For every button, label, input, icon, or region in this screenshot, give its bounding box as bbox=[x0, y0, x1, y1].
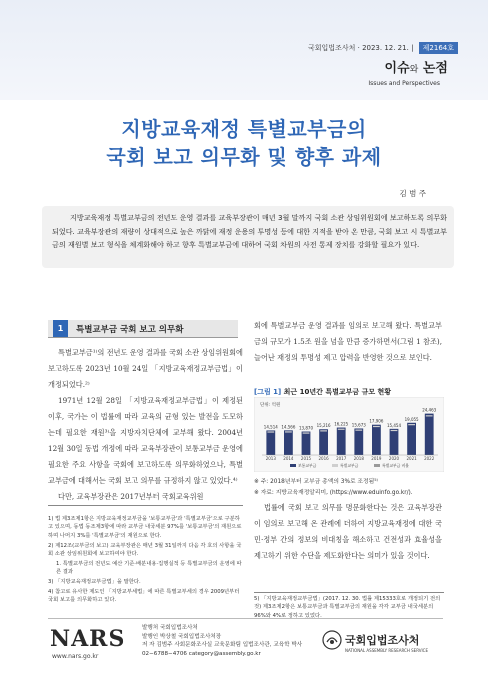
bar-2022 bbox=[425, 414, 434, 455]
section-title: 특별교부금 국회 보고 의무화 bbox=[76, 325, 184, 335]
chart-unit-label: 단위: 억원 bbox=[260, 403, 281, 408]
data-label-2014: 14,566 bbox=[281, 424, 296, 430]
author-name: 김 범 주 bbox=[399, 189, 426, 198]
bar-2014 bbox=[284, 430, 293, 455]
paragraph-4: 법률에 국회 보고 의무를 명문화한다는 것은 교육부장관이 임의로 보고해 온 관례에 더하여 지방교육재정에 대한 국민·정부 간의 정보의 비대칭을 해소하고 건전성과 효율성을 제고하기 위한 수단을 제도화한다는 의미가 있을 것이다. bbox=[254, 503, 442, 560]
x-tick-2017: 2017 bbox=[336, 456, 347, 461]
nars-logo: NARS bbox=[50, 626, 126, 652]
issuer-line: 발행인 박상철 국회입법조사처장 bbox=[142, 633, 222, 640]
contact-line: 02−6788−4706 category@assembly.go.kr bbox=[142, 650, 261, 657]
footnote-4: 4) 참고로 유사한 제도인 「지방교부세법」에 따른 특별교부세의 경우 2009년부터 국회 보고를 의무화하고 있다. bbox=[48, 589, 240, 604]
page-title-line1: 지방교육재정 특별교부금의 bbox=[121, 117, 367, 141]
x-tick-2018: 2018 bbox=[353, 456, 364, 461]
data-label-2015: 13,870 bbox=[299, 425, 313, 431]
data-label-2020: 15,454 bbox=[387, 422, 401, 428]
assembly-emblem-icon bbox=[322, 630, 342, 650]
x-tick-2016: 2016 bbox=[318, 456, 329, 461]
footnote-1: 1) 법 제3조제1항은 지방교육재정교부금을 '보통교부금'과 '특별교부금'으로 구분하고 있으며, 동법 동조제3항에 따라 교부금 내국세분 97%를 '보통교부금'의 재원으로 하며 나머지 3%를 '특별교부금'의 재원으로 한다. bbox=[48, 516, 242, 539]
legend-label-1: 특별교부금 bbox=[340, 463, 359, 468]
header-meta: 국회입법조사처 · 2023. 12. 21. | 제2164호 bbox=[308, 42, 458, 54]
bar-special-2016 bbox=[320, 430, 327, 431]
site-url[interactable]: www.nars.go.kr bbox=[52, 653, 99, 660]
x-tick-2013: 2013 bbox=[265, 456, 276, 461]
publisher-label: 국회입법조사처 bbox=[308, 44, 356, 52]
x-tick-2020: 2020 bbox=[388, 456, 400, 461]
paragraph-3-continued: 회에 특별교부금 운영 결과를 임의로 보고해 왔다. 특별교부금의 규모가 1.5조 원을 넘을 만큼 증가하면서(그림 1 참조), 늘어난 재정의 투명성 제고 압력을 반영한 것으로 보인다. bbox=[254, 321, 442, 362]
x-tick-2014: 2014 bbox=[283, 456, 294, 461]
figure-caption: 최근 10년간 특별교부금 규모 현황 bbox=[283, 388, 392, 396]
footnote-divider bbox=[48, 505, 243, 506]
figure-tag: [그림 1] bbox=[254, 388, 282, 396]
data-label-2016: 15,216 bbox=[316, 423, 331, 429]
bar-2019 bbox=[372, 425, 381, 455]
legend-swatch-0 bbox=[290, 464, 296, 467]
paragraph-3-start: 다만, 교육부장관은 2017년부터 국회교육위원 bbox=[58, 492, 204, 501]
bar-2016 bbox=[319, 429, 328, 455]
data-label-2018: 15,673 bbox=[351, 422, 366, 428]
bar-2021 bbox=[407, 423, 416, 455]
paragraph-1: 특별교부금¹⁾의 전년도 운영 결과를 국회 소관 상임위원회에 보고하도록 2023년 10월 24일 「지방교육재정교부금법」이 개정되었다.²⁾ bbox=[48, 348, 243, 389]
data-label-2017: 16,225 bbox=[334, 421, 349, 427]
publisher-line: 발행처 국회입법조사처 bbox=[142, 625, 198, 631]
bar-special-2018 bbox=[355, 430, 362, 431]
bar-special-2021 bbox=[408, 424, 415, 425]
legend-label-2: 특별교부금 비율 bbox=[382, 463, 409, 468]
org-name-en: NATIONAL ASSEMBLY RESEARCH SERVICE bbox=[345, 648, 428, 653]
bar-2020 bbox=[390, 429, 399, 455]
bar-special-2017 bbox=[338, 429, 345, 430]
footnote-2-item: 1. 특별교부금의 전년도 예산 기준·배분내용·집행실적 등 특별교부금의 운영에 따른 결과 bbox=[56, 561, 242, 576]
issue-number-badge: 제2164호 bbox=[419, 42, 458, 54]
summary-text: 지방교육재정 특별교부금의 전년도 운영 결과를 교육부장관이 매년 3월 말까지 국회 소관 상임위원회에 보고하도록 의무화되었다. 교육부장관의 재량이 상대적으로 높은 까닭에 재정 운용의 투명성 등에 대한 지적을 받아 온 만큼, 국회 보고 시 특별교부금의 재원별 보고 형식을 체계화해야 하고 향후 특별교부금에 대하여 국회 차원의 사전 통제 장치를 강화할 필요가 있다. bbox=[52, 213, 447, 250]
x-tick-2021: 2021 bbox=[406, 456, 417, 461]
author-line: 저 자 김범주 사회문화조사실 교육문화팀 입법조사관, 교육학 박사 bbox=[142, 642, 303, 649]
bar-special-2020 bbox=[391, 430, 398, 431]
bar-2013 bbox=[266, 430, 275, 455]
data-label-2019: 17,906 bbox=[369, 418, 384, 424]
x-tick-2022: 2022 bbox=[424, 456, 435, 461]
x-tick-2019: 2019 bbox=[371, 456, 382, 461]
page-title-line2: 국회 보고 의무화 및 향후 과제 bbox=[106, 145, 382, 169]
figure-note-2: ※ 자료: 지방교육재정알리미, (https://www.eduinfo.go.kr/). bbox=[254, 490, 413, 496]
bar-special-2022 bbox=[426, 415, 433, 416]
data-label-2013: 14,514 bbox=[263, 424, 278, 430]
bar-2017 bbox=[337, 428, 346, 455]
series-title: 이슈와 논점 bbox=[384, 61, 448, 76]
legend-swatch-2 bbox=[374, 464, 380, 467]
figure-title bbox=[254, 387, 391, 397]
footer-divider bbox=[48, 618, 443, 619]
data-label-2022: 24,463 bbox=[422, 407, 437, 413]
x-tick-2015: 2015 bbox=[300, 456, 312, 461]
publication-info bbox=[142, 624, 302, 658]
section-number: 1 bbox=[53, 320, 68, 337]
data-label-2021: 19,055 bbox=[404, 416, 419, 422]
bar-2018 bbox=[354, 428, 363, 455]
footnote-3: 3) 「지방교육재정교부금법」을 말한다. bbox=[48, 579, 141, 585]
bar-special-2013 bbox=[267, 431, 274, 432]
bar-2015 bbox=[302, 432, 311, 455]
org-name-ko: 국회입법조사처 bbox=[345, 634, 420, 647]
series-title-en: Issues and Perspectives bbox=[368, 80, 440, 87]
legend-label-0: 보통교부금 bbox=[298, 463, 317, 468]
bar-chart bbox=[254, 397, 444, 472]
figure-note-1: ※ 주: 2018년부터 교부금 총액의 3%로 조정됨⁵⁾ bbox=[254, 479, 378, 485]
bar-special-2019 bbox=[373, 426, 380, 427]
bar-special-2014 bbox=[285, 431, 292, 432]
footnote-5: 5) 「지방교육재정교부금법」(2017. 12. 30. 법률 제15333호로 개정되기 전의 것) 제3조제2항은 보통교부금과 특별교부금의 재원을 각각 교부금 내국세분의 96%와 4%로 정하고 있었다. bbox=[254, 592, 444, 620]
bar-special-2015 bbox=[303, 432, 310, 433]
legend-swatch-1 bbox=[332, 464, 338, 467]
footnote-2: 2) 제12조(교부금의 보고) 교육부장관은 매년 3월 31일까지 다음 각 호의 사항을 국회 소관 상임위원회에 보고하여야 한다. bbox=[48, 543, 242, 558]
paragraph-2: 1971년 12월 28일 「지방교육재정교부금법」이 제정된 이후, 국가는 이 법률에 따라 교육의 균형 있는 발전을 도모하는데 필요한 재원³⁾을 지방자치단체에 교부해 왔다. 2004년 12월 30일 동법 개정에 따라 교육부장관이 보통교부금 운영에 필요한 주요 사항을 국회에 보고하도록 의무화하였으나, 특별교부금에 대해서는 국회 보고 의무를 규정하지 않고 있었다.⁴⁾ bbox=[48, 396, 243, 485]
publish-date: 2023. 12. 21. bbox=[362, 44, 409, 52]
